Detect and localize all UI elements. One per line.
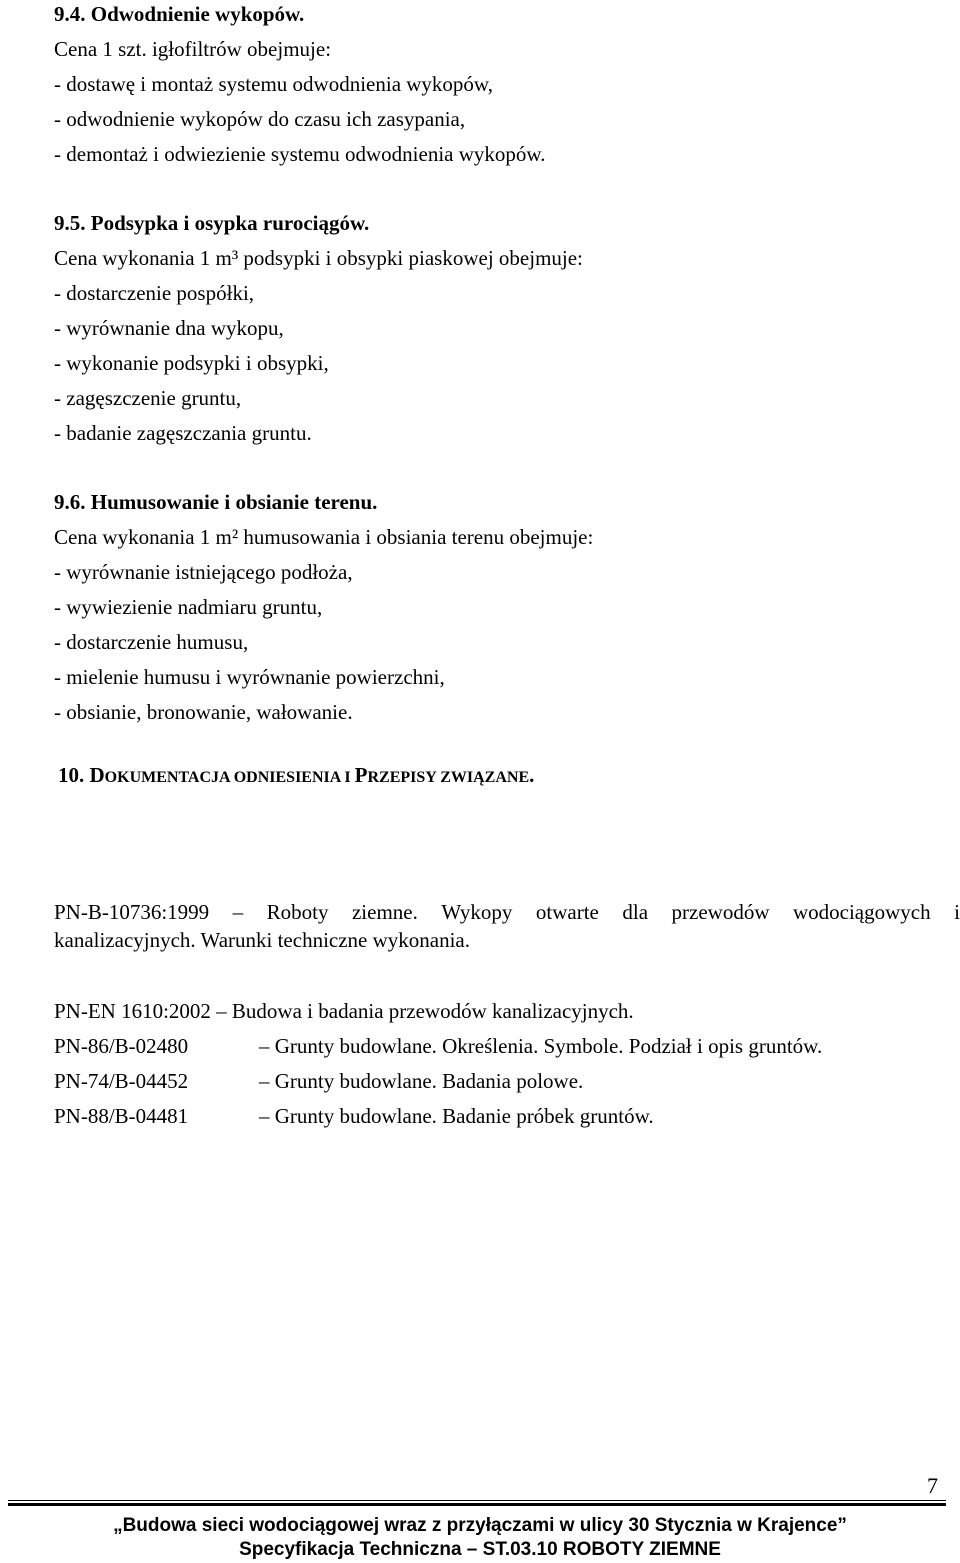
word: Roboty xyxy=(266,900,329,924)
list-item: - wyrównanie istniejącego podłoża, xyxy=(54,560,353,584)
section-heading: 9.4. Odwodnienie wykopów. xyxy=(54,2,305,26)
word: – xyxy=(232,900,244,924)
footer-rule xyxy=(8,1503,946,1506)
standard-description: – Grunty budowlane. Badanie próbek gruntów. xyxy=(259,1104,654,1128)
list-item: - demontaż i odwiezienie systemu odwodnienia wykopów. xyxy=(54,142,546,166)
standard-code: PN-74/B-04452 xyxy=(54,1069,189,1093)
chapter-title-part: RZEPISY ZWIĄZANE xyxy=(367,769,530,786)
standard-code: PN-86/B-02480 xyxy=(54,1034,189,1058)
list-item: - wykonanie podsypki i obsypki, xyxy=(54,351,329,375)
footer-spec-title: Specyfikacja Techniczna – ST.03.10 ROBOTY ZIEMNE xyxy=(239,1539,721,1560)
footer-project-title: „Budowa sieci wodociągowej wraz z przyłączami w ulicy 30 Stycznia w Krajence” xyxy=(113,1515,847,1536)
word: PN-B-10736:1999 xyxy=(54,900,210,924)
chapter-title-initial: P xyxy=(354,763,368,787)
word: dla xyxy=(622,900,649,924)
word: przewodów xyxy=(671,900,770,924)
section-intro: Cena wykonania 1 m³ podsypki i obsypki piaskowej obejmuje: xyxy=(54,246,583,270)
section-intro: Cena wykonania 1 m² humusowania i obsiania terenu obejmuje: xyxy=(54,525,594,549)
list-item: - wyrównanie dna wykopu, xyxy=(54,316,284,340)
section-heading: 9.6. Humusowanie i obsianie terenu. xyxy=(54,490,378,514)
list-item: - zagęszczenie gruntu, xyxy=(54,386,242,410)
standard-entry: PN-EN 1610:2002 – Budowa i badania przewodów kanalizacyjnych. xyxy=(54,999,634,1023)
word: otwarte xyxy=(535,900,599,924)
standard-paragraph xyxy=(54,898,960,954)
justified-line xyxy=(54,898,960,926)
list-item: - dostarczenie humusu, xyxy=(54,630,249,654)
list-item: - dostawę i montaż systemu odwodnienia wykopów, xyxy=(54,72,493,96)
chapter-heading xyxy=(58,761,960,792)
chapter-title-part: OKUMENTACJA ODNIESIENIA I xyxy=(104,769,355,786)
word: wodociągowych xyxy=(792,900,931,924)
list-item: - mielenie humusu i wyrównanie powierzchni, xyxy=(54,665,445,689)
paragraph-line: kanalizacyjnych. Warunki techniczne wykonania. xyxy=(54,928,471,952)
list-item: - wywiezienie nadmiaru gruntu, xyxy=(54,595,323,619)
section-heading: 9.5. Podsypka i osypka rurociągów. xyxy=(54,211,370,235)
list-item: - odwodnienie wykopów do czasu ich zasypania, xyxy=(54,107,466,131)
word: i xyxy=(954,900,960,924)
list-item: - obsianie, bronowanie, wałowanie. xyxy=(54,700,353,724)
word: Wykopy xyxy=(441,900,513,924)
chapter-title-initial: D xyxy=(89,763,105,787)
standard-description: – Grunty budowlane. Badania polowe. xyxy=(259,1069,584,1093)
section-intro: Cena 1 szt. igłofiltrów obejmuje: xyxy=(54,37,332,61)
list-item: - badanie zagęszczania gruntu. xyxy=(54,421,312,445)
list-item: - dostarczenie pospółki, xyxy=(54,281,255,305)
chapter-number: 10. xyxy=(58,763,90,787)
word: ziemne. xyxy=(351,900,418,924)
chapter-title-period: . xyxy=(529,763,535,787)
standard-code: PN-88/B-04481 xyxy=(54,1104,189,1128)
standard-description: – Grunty budowlane. Określenia. Symbole. Podział i opis gruntów. xyxy=(259,1034,823,1058)
page-number: 7 xyxy=(927,1473,938,1498)
footer-rule xyxy=(8,1500,946,1501)
